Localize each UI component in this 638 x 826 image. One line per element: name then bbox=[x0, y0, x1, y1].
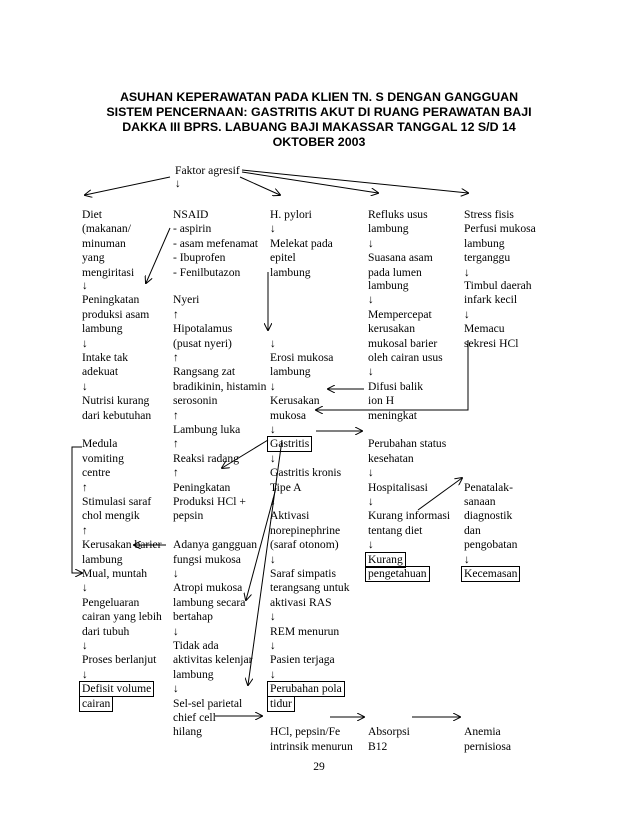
node-nsaid5: - Fenilbutazon bbox=[173, 266, 241, 279]
node-gk15: Pasien terjaga bbox=[270, 653, 335, 666]
node-gk9: Saraf simpatis bbox=[270, 567, 337, 580]
node-ag13: chief cell bbox=[173, 711, 216, 724]
node-mv6: chol mengik bbox=[82, 509, 140, 522]
title-line-4: OKTOBER 2003 bbox=[272, 135, 366, 149]
node-mv9: lambung bbox=[82, 553, 123, 566]
node-ny8: serosonin bbox=[173, 394, 218, 407]
node-ag6: bertahap bbox=[173, 610, 213, 623]
node-rf5: pada lumen bbox=[368, 266, 422, 279]
node-gk1: ↓ bbox=[270, 452, 276, 465]
node-ps2: kesehatan bbox=[368, 452, 414, 465]
node-diet5: mengiritasi bbox=[82, 266, 135, 279]
node-dv1: Defisit volume bbox=[82, 682, 152, 695]
node-sf1: Stress fisis bbox=[464, 208, 514, 221]
node-ny2: ↑ bbox=[173, 308, 179, 321]
node-sf3: lambung bbox=[464, 237, 505, 250]
node-an2: pernisiosa bbox=[464, 740, 512, 753]
node-rf13: Difusi balik bbox=[368, 380, 424, 393]
node-rf10: mukosal barier bbox=[368, 337, 438, 350]
node-ab1: Absorpsi bbox=[368, 725, 410, 738]
arrow-nsaid-peningkatan bbox=[146, 228, 170, 283]
node-ny6: Rangsang zat bbox=[173, 365, 236, 378]
node-er3: ↓ bbox=[270, 380, 276, 393]
node-sf7: infark kecil bbox=[464, 293, 518, 306]
node-ag5: lambung secara bbox=[173, 596, 246, 609]
node-gk10: terangsang untuk bbox=[270, 581, 350, 594]
node-ps3: ↓ bbox=[368, 466, 374, 479]
node-ny9: ↑ bbox=[173, 409, 179, 422]
node-ag8: Tidak ada bbox=[173, 639, 219, 652]
node-pn2: sanaan bbox=[464, 495, 496, 508]
arrow-informasi-penatalaksanaan bbox=[418, 478, 462, 510]
node-mm8: ↓ bbox=[82, 668, 88, 681]
node-gk11: aktivasi RAS bbox=[270, 596, 332, 609]
node-sf4: terganggu bbox=[464, 251, 511, 264]
page-number: 29 bbox=[313, 760, 325, 773]
arrow-agresif-diet bbox=[85, 177, 170, 195]
node-ny1: Nyeri bbox=[173, 293, 200, 306]
node-sf8: ↓ bbox=[464, 308, 470, 321]
title-line-2: SISTEM PENCERNAAN: GASTRITIS AKUT DI RUANG PERAWATAN BAJI bbox=[106, 105, 532, 119]
node-ny14: Peningkatan bbox=[173, 481, 231, 494]
node-kec: Kecemasan bbox=[464, 567, 518, 580]
node-ps7: tentang diet bbox=[368, 524, 423, 537]
node-pn3: diagnostik bbox=[464, 509, 513, 522]
node-hp3: Melekat pada bbox=[270, 237, 333, 250]
node-ag4: Atropi mukosa bbox=[173, 581, 243, 594]
node-ny10: Lambung luka bbox=[173, 423, 241, 436]
node-mv3: centre bbox=[82, 466, 111, 479]
node-dv2: cairan bbox=[82, 697, 111, 710]
node-ny11: ↑ bbox=[173, 437, 179, 450]
node-diet4: yang bbox=[82, 251, 105, 264]
node-ke2: mukosa bbox=[270, 409, 307, 422]
node-mv2: vomiting bbox=[82, 452, 124, 465]
node-sf5: ↓ bbox=[464, 266, 470, 279]
node-mm5: dari tubuh bbox=[82, 625, 130, 638]
node-ag14: hilang bbox=[173, 725, 202, 738]
node-ag2: fungsi mukosa bbox=[173, 553, 241, 566]
node-nsaid1: NSAID bbox=[173, 208, 209, 221]
node-agresif: Faktor agresif bbox=[175, 164, 240, 177]
node-rf11: oleh cairan usus bbox=[368, 351, 443, 364]
node-sf9: Memacu bbox=[464, 322, 505, 335]
node-diet3: minuman bbox=[82, 237, 126, 250]
node-gk16: ↓ bbox=[270, 668, 276, 681]
node-gk13: REM menurun bbox=[270, 625, 340, 638]
node-ny4: (pusat nyeri) bbox=[173, 337, 232, 350]
node-sf6: Timbul daerah bbox=[464, 279, 532, 292]
node-an1: Anemia bbox=[464, 725, 501, 738]
node-gk7: (saraf otonom) bbox=[270, 538, 339, 551]
node-hcl2: intrinsik menurun bbox=[270, 740, 353, 753]
node-ny13: ↑ bbox=[173, 466, 179, 479]
node-rf2: lambung bbox=[368, 222, 409, 235]
node-pa6: adekuat bbox=[82, 365, 119, 378]
node-rf7: ↓ bbox=[368, 293, 374, 306]
node-rf6: lambung bbox=[368, 279, 409, 292]
node-ke3: ↓ bbox=[270, 423, 276, 436]
node-tidur1: Perubahan pola bbox=[270, 682, 342, 695]
node-kp2: pengetahuan bbox=[368, 567, 427, 580]
node-hp1: H. pylori bbox=[270, 208, 312, 221]
node-gk3: Tipe A bbox=[270, 481, 302, 494]
node-mv1: Medula bbox=[82, 437, 118, 450]
node-mm1: Mual, muntah bbox=[82, 567, 148, 580]
node-mm6: ↓ bbox=[82, 639, 88, 652]
node-ab2: B12 bbox=[368, 740, 388, 753]
arrow-tipeA-atropi bbox=[246, 488, 276, 600]
node-pn4: dan bbox=[464, 524, 481, 537]
node-gastritis: Gastritis bbox=[270, 437, 310, 450]
node-ps6: Kurang informasi bbox=[368, 509, 451, 522]
node-ag7: ↓ bbox=[173, 625, 179, 638]
node-mm7: Proses berlanjut bbox=[82, 653, 157, 666]
node-gk6: norepinephrine bbox=[270, 524, 341, 537]
node-gk2: Gastritis kronis bbox=[270, 466, 342, 479]
arrow-gastritis-sel bbox=[248, 440, 282, 685]
title-line-3: DAKKA III BPRS. LABUANG BAJI MAKASSAR TANGGAL 12 S/D 14 bbox=[122, 120, 516, 134]
node-rf4: Suasana asam bbox=[368, 251, 433, 264]
node-pa2: produksi asam bbox=[82, 308, 150, 321]
node-er2: lambung bbox=[270, 365, 311, 378]
node-gk5: Aktivasi bbox=[270, 509, 310, 522]
node-mm2: ↓ bbox=[82, 581, 88, 594]
node-rf15: meningkat bbox=[368, 409, 417, 422]
node-ag3: ↓ bbox=[173, 567, 179, 580]
node-mv5: Stimulasi saraf bbox=[82, 495, 152, 508]
node-rf9: kerusakan bbox=[368, 322, 415, 335]
node-pa4: ↓ bbox=[82, 337, 88, 350]
node-diet6: ↓ bbox=[82, 279, 88, 292]
node-nsaid4: - Ibuprofen bbox=[173, 251, 226, 264]
node-ny12: Reaksi radang bbox=[173, 452, 239, 465]
node-ny15: Produksi HCl + bbox=[173, 495, 246, 508]
node-hp6: ↓ bbox=[270, 337, 276, 350]
node-gk8: ↓ bbox=[270, 553, 276, 566]
node-pn1: Penatalak- bbox=[464, 481, 513, 494]
node-mv7: ↑ bbox=[82, 524, 88, 537]
node-ny16: pepsin bbox=[173, 509, 204, 522]
node-diet2: (makanan/ bbox=[82, 222, 131, 235]
node-hp4: epitel bbox=[270, 251, 296, 264]
node-ke1: Kerusakan bbox=[270, 394, 320, 407]
node-er1: Erosi mukosa bbox=[270, 351, 334, 364]
node-pn6: ↓ bbox=[464, 553, 470, 566]
arrow-hcl-mukosa bbox=[316, 340, 468, 410]
node-mm4: cairan yang lebih bbox=[82, 610, 162, 623]
node-pa7: ↓ bbox=[82, 380, 88, 393]
node-ny3: Hipotalamus bbox=[173, 322, 233, 335]
node-mv4: ↑ bbox=[82, 481, 88, 494]
title-line-1: ASUHAN KEPERAWATAN PADA KLIEN TN. S DENGAN GANGGUAN bbox=[119, 90, 519, 104]
arrow-medula-mual bbox=[72, 447, 82, 573]
node-hp5: lambung bbox=[270, 266, 311, 279]
node-gk4: ↓ bbox=[270, 495, 276, 508]
node-ps1: Perubahan status bbox=[368, 437, 447, 450]
node-gk12: ↓ bbox=[270, 610, 276, 623]
node-ag9: aktivitas kelenjar bbox=[173, 653, 253, 666]
node-ag1: Adanya gangguan bbox=[173, 538, 258, 551]
node-rf3: ↓ bbox=[368, 237, 374, 250]
node-diet1: Diet bbox=[82, 208, 102, 221]
arrow-agresif-refluks bbox=[242, 172, 378, 193]
node-nsaid3: - asam mefenamat bbox=[173, 237, 258, 250]
node-ag10: lambung bbox=[173, 668, 214, 681]
node-ag11: ↓ bbox=[173, 682, 179, 695]
node-gk14: ↓ bbox=[270, 639, 276, 652]
node-rf12: ↓ bbox=[368, 365, 374, 378]
node-pn5: pengobatan bbox=[464, 538, 518, 551]
node-pa8: Nutrisi kurang bbox=[82, 394, 150, 407]
node-nsaid2: - aspirin bbox=[173, 222, 212, 235]
node-rf1: Refluks usus bbox=[368, 208, 428, 221]
node-pa1: Peningkatan bbox=[82, 293, 140, 306]
node-pa3: lambung bbox=[82, 322, 123, 335]
node-kp1: Kurang bbox=[368, 553, 403, 566]
node-sf2: Perfusi mukosa bbox=[464, 222, 536, 235]
node-ny7: bradikinin, histamin bbox=[173, 380, 267, 393]
node-pa9: dari kebutuhan bbox=[82, 409, 152, 422]
node-mv8: Kerusakan barier bbox=[82, 538, 162, 551]
node-ps8: ↓ bbox=[368, 538, 374, 551]
node-rf8: Mempercepat bbox=[368, 308, 432, 321]
node-mm3: Pengeluaran bbox=[82, 596, 140, 609]
node-ag12: Sel-sel parietal bbox=[173, 697, 243, 710]
node-ps5: ↓ bbox=[368, 495, 374, 508]
arrow-gastritis-hcl bbox=[222, 440, 268, 468]
node-ps4: Hospitalisasi bbox=[368, 481, 428, 494]
node-sf10: sekresi HCl bbox=[464, 337, 519, 350]
node-hcl1: HCl, pepsin/Fe bbox=[270, 725, 341, 738]
node-ny5: ↑ bbox=[173, 351, 179, 364]
node-hp2: ↓ bbox=[270, 222, 276, 235]
node-rf14: ion H bbox=[368, 394, 395, 407]
node-pa5: Intake tak bbox=[82, 351, 129, 364]
arrow-agresif-hpylori bbox=[240, 177, 280, 195]
node-tidur2: tidur bbox=[270, 697, 292, 710]
node-down0: ↓ bbox=[175, 177, 181, 190]
